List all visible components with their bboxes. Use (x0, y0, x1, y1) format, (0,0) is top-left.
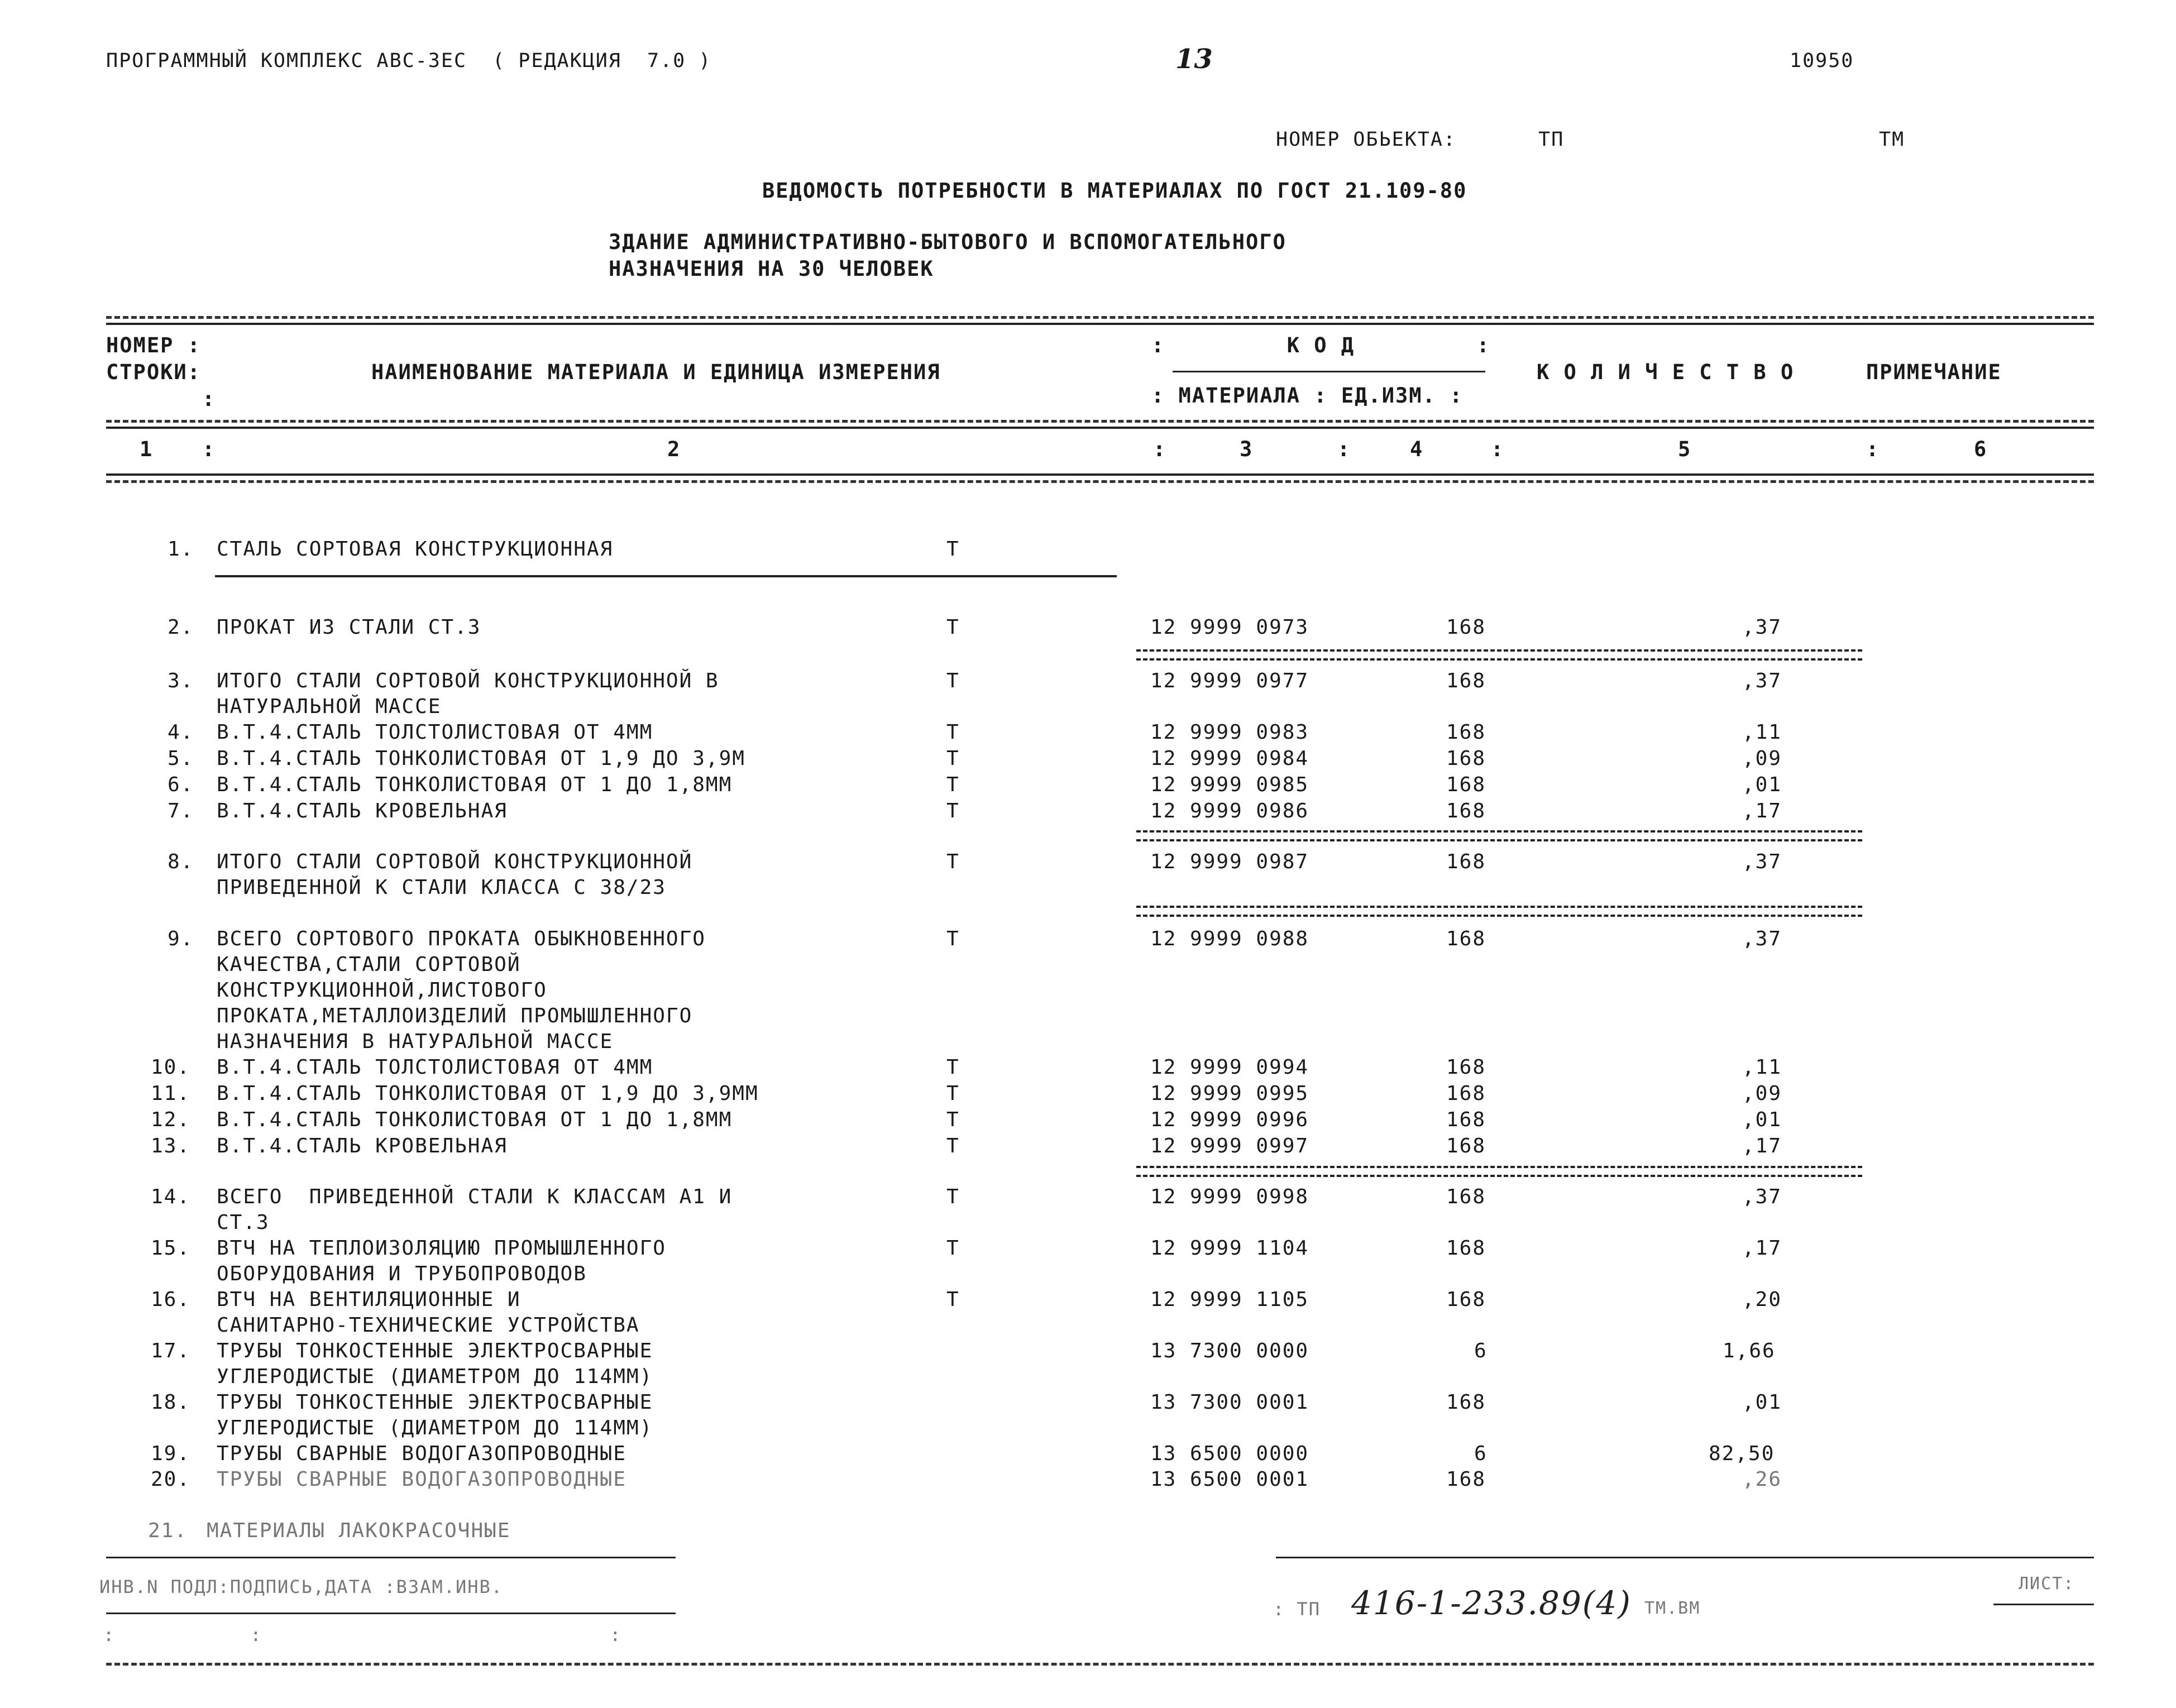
col-index-sep: : (202, 437, 216, 461)
col-index-sep6: : (1866, 437, 1880, 461)
material-name-cont: САНИТАРНО-ТЕХНИЧЕСКИЕ УСТРОЙСТВА (217, 1314, 640, 1337)
object-label: НОМЕР ОБЬЕКТА: (1276, 128, 1457, 151)
material-name: В.Т.4.СТАЛЬ ТОНКОЛИСТОВАЯ ОТ 1 ДО 1,8ММ (217, 1108, 733, 1131)
quantity: ,17 (1742, 1237, 1782, 1260)
header-bottom-rule-2 (106, 480, 2094, 483)
unit: Т (946, 669, 960, 692)
unit-code: 168 (1446, 1082, 1486, 1105)
footer-signature-fields: ИНВ.N ПОДЛ:ПОДПИСЬ,ДАТА :ВЗАМ.ИНВ. (99, 1576, 504, 1597)
material-code: 12 9999 0985 (1150, 773, 1309, 796)
material-code: 12 9999 1105 (1150, 1288, 1309, 1311)
building-name-line1: ЗДАНИЕ АДМИНИСТРАТИВНО-БЫТОВОГО И ВСПОМОГАТЕЛЬНОГО (609, 230, 1287, 254)
quantity: ,37 (1742, 927, 1782, 950)
building-name-line2: НАЗНАЧЕНИЯ НА 30 ЧЕЛОВЕК (609, 257, 934, 281)
table-top-rule (106, 316, 2094, 319)
row-number: 17. (151, 1339, 191, 1362)
unit-code: 168 (1446, 1288, 1486, 1311)
col-index-5: 5 (1678, 437, 1692, 461)
unit: Т (946, 1108, 960, 1131)
material-name-cont: ПРОКАТА,МЕТАЛЛОИЗДЕЛИЙ ПРОМЫШЛЕННОГО (217, 1004, 693, 1027)
material-name: ИТОГО СТАЛИ СОРТОВОЙ КОНСТРУКЦИОННОЙ (217, 850, 693, 873)
quantity: ,09 (1742, 1082, 1782, 1105)
unit: Т (946, 1237, 960, 1260)
material-code: 12 9999 0996 (1150, 1108, 1309, 1131)
unit: Т (946, 1185, 960, 1208)
col-number-header-3: : (202, 387, 216, 411)
double-rule (1136, 906, 1862, 917)
double-rule (1136, 649, 1862, 661)
quantity: ,37 (1742, 1185, 1782, 1208)
row-number: 12. (151, 1108, 191, 1131)
row-number: 11. (151, 1082, 191, 1105)
stamp-suffix: ТМ.ВМ (1644, 1599, 1701, 1618)
sheet-box-rule (1993, 1604, 2094, 1605)
material-name-cont: НАТУРАЛЬНОЙ МАССЕ (217, 695, 442, 718)
quantity: ,11 (1742, 721, 1782, 744)
material-name: ПРОКАТ ИЗ СТАЛИ СТ.3 (217, 616, 481, 639)
unit-code: 168 (1446, 1056, 1486, 1079)
quantity: ,17 (1742, 800, 1782, 822)
material-code: 12 9999 0983 (1150, 721, 1309, 744)
material-name-cont: УГЛЕРОДИСТЫЕ (ДИАМЕТРОМ ДО 114ММ) (217, 1417, 653, 1439)
col-quantity-header: К О Л И Ч Е С Т В О (1537, 360, 1795, 384)
material-name-cont: ПРИВЕДЕННОЙ К СТАЛИ КЛАССА С 38/23 (217, 876, 666, 899)
unit-code: 6 (1474, 1442, 1488, 1465)
unit-code: 168 (1446, 1237, 1486, 1260)
material-name-cont: УГЛЕРОДИСТЫЕ (ДИАМЕТРОМ ДО 114ММ) (217, 1365, 653, 1388)
unit-code: 168 (1446, 927, 1486, 950)
object-tm: ТМ (1879, 128, 1905, 151)
code-header-divider (1173, 371, 1485, 372)
quantity: ,11 (1742, 1056, 1782, 1079)
unit-code: 168 (1446, 721, 1486, 744)
col-number-header-2: СТРОКИ: (106, 360, 201, 384)
row-number: 6. (168, 773, 194, 796)
unit-code: 168 (1446, 616, 1486, 639)
material-name: В.Т.4.СТАЛЬ ТОНКОЛИСТОВАЯ ОТ 1,9 ДО 3,9М (217, 747, 745, 770)
material-name: ИТОГО СТАЛИ СОРТОВОЙ КОНСТРУКЦИОННОЙ В (217, 669, 719, 692)
stamp-prefix: : ТП (1273, 1599, 1321, 1620)
material-code: 12 9999 0988 (1150, 927, 1309, 950)
unit-code: 168 (1446, 1468, 1486, 1491)
unit: Т (946, 850, 960, 873)
unit: Т (946, 1135, 960, 1157)
material-code: 13 6500 0000 (1150, 1442, 1309, 1465)
material-code: 12 9999 0977 (1150, 669, 1309, 692)
col-index-sep5: : (1491, 437, 1505, 461)
unit: Т (946, 616, 960, 639)
sheet-label: ЛИСТ: (2019, 1574, 2075, 1594)
col-code-subheader: : МАТЕРИАЛА : ЕД.ИЗМ. : (1151, 384, 1464, 408)
material-name: В.Т.4.СТАЛЬ КРОВЕЛЬНАЯ (217, 1135, 508, 1157)
material-name-cont: СТ.3 (217, 1211, 270, 1234)
material-name: ТРУБЫ ТОНКОСТЕННЫЕ ЭЛЕКТРОСВАРНЫЕ (217, 1339, 653, 1362)
material-name: ТРУБЫ СВАРНЫЕ ВОДОГАЗОПРОВОДНЫЕ (217, 1442, 627, 1465)
unit: Т (946, 538, 960, 561)
header-separator (106, 420, 2094, 423)
footer-rule-right (1276, 1557, 2094, 1558)
material-name-cont: ОБОРУДОВАНИЯ И ТРУБОПРОВОДОВ (217, 1262, 587, 1285)
unit-code: 168 (1446, 800, 1486, 822)
col-index-sep3: : (1153, 437, 1167, 461)
unit-code: 168 (1446, 747, 1486, 770)
row-number: 14. (151, 1185, 191, 1208)
material-name: В.Т.4.СТАЛЬ КРОВЕЛЬНАЯ (217, 800, 508, 822)
unit: Т (946, 1056, 960, 1079)
material-name: СТАЛЬ СОРТОВАЯ КОНСТРУКЦИОННАЯ (217, 538, 614, 561)
table-top-rule-2 (106, 323, 2094, 325)
col-number-header-1: НОМЕР : (106, 333, 201, 357)
quantity: ,37 (1742, 616, 1782, 639)
material-name: В.Т.4.СТАЛЬ ТОНКОЛИСТОВАЯ ОТ 1,9 ДО 3,9ММ (217, 1082, 759, 1105)
material-name-cont: КАЧЕСТВА,СТАЛИ СОРТОВОЙ (217, 953, 521, 976)
material-code: 12 9999 0995 (1150, 1082, 1309, 1105)
row-number: 2. (168, 616, 194, 639)
material-code: 12 9999 0984 (1150, 747, 1309, 770)
material-code: 13 7300 0000 (1150, 1339, 1309, 1362)
col-note-header: ПРИМЕЧАНИЕ (1866, 360, 2002, 384)
unit: Т (946, 773, 960, 796)
unit-code: 168 (1446, 1391, 1486, 1414)
unit: Т (946, 721, 960, 744)
material-code: 12 9999 0987 (1150, 850, 1309, 873)
quantity: 82,50 (1709, 1442, 1775, 1465)
col-index-4: 4 (1410, 437, 1424, 461)
object-tp: ТП (1538, 128, 1565, 151)
double-rule (1136, 830, 1862, 841)
unit-code: 6 (1474, 1339, 1488, 1362)
row-number: 8. (168, 850, 194, 873)
footer-rule-left (106, 1557, 676, 1558)
unit-code: 168 (1446, 773, 1486, 796)
handwritten-project-code: 416-1-233.89(4) (1351, 1584, 1632, 1622)
unit-code: 168 (1446, 669, 1486, 692)
row-number: 20. (151, 1468, 191, 1491)
program-title: ПРОГРАММНЫЙ КОМПЛЕКС АВС-ЗЕС ( РЕДАКЦИЯ 7.0 ) (106, 50, 712, 72)
section-underline (215, 575, 1117, 577)
unit: Т (946, 927, 960, 950)
col-index-1: 1 (140, 437, 154, 461)
quantity: ,01 (1742, 1108, 1782, 1131)
document-title: ВЕДОМОСТЬ ПОТРЕБНОСТИ В МАТЕРИАЛАХ ПО ГОСТ 21.109-80 (762, 179, 1467, 203)
material-code: 12 9999 0998 (1150, 1185, 1309, 1208)
quantity: ,17 (1742, 1135, 1782, 1157)
col-code-header: : К О Д : (1151, 333, 1490, 357)
row-number: 16. (151, 1288, 191, 1311)
quantity: ,01 (1742, 1391, 1782, 1414)
quantity: ,20 (1742, 1288, 1782, 1311)
header-bottom-rule (106, 473, 2094, 476)
row-number: 21. (148, 1519, 188, 1542)
material-name-cont: НАЗНАЧЕНИЯ В НАТУРАЛЬНОЙ МАССЕ (217, 1030, 614, 1053)
row-number: 19. (151, 1442, 191, 1465)
double-rule (1136, 1166, 1862, 1177)
material-name: В.Т.4.СТАЛЬ ТОЛСТОЛИСТОВАЯ ОТ 4ММ (217, 1056, 653, 1079)
page-number: 13 (1175, 44, 1213, 75)
material-code: 13 6500 0001 (1150, 1468, 1309, 1491)
row-number: 18. (151, 1391, 191, 1414)
material-code: 12 9999 0997 (1150, 1135, 1309, 1157)
row-number: 4. (168, 721, 194, 744)
col-index-6: 6 (1974, 437, 1988, 461)
material-code: 13 7300 0001 (1150, 1391, 1309, 1414)
row-number: 1. (168, 538, 194, 561)
col-index-2: 2 (667, 437, 681, 461)
row-number: 5. (168, 747, 194, 770)
material-name: ВСЕГО ПРИВЕДЕННОЙ СТАЛИ К КЛАССАМ А1 И (217, 1185, 733, 1208)
col-index-3: 3 (1240, 437, 1254, 461)
footer-rule-mid (106, 1613, 676, 1614)
unit: Т (946, 1082, 960, 1105)
material-code: 12 9999 0973 (1150, 616, 1309, 639)
material-name: ТРУБЫ СВАРНЫЕ ВОДОГАЗОПРОВОДНЫЕ (217, 1468, 627, 1491)
material-code: 12 9999 1104 (1150, 1237, 1309, 1260)
quantity: ,37 (1742, 850, 1782, 873)
footer-field-separators: : : : (103, 1624, 627, 1645)
material-name: В.Т.4.СТАЛЬ ТОЛСТОЛИСТОВАЯ ОТ 4ММ (217, 721, 653, 744)
quantity: ,26 (1742, 1468, 1782, 1491)
unit-code: 168 (1446, 850, 1486, 873)
col-index-sep4: : (1337, 437, 1351, 461)
row-number: 9. (168, 927, 194, 950)
header-separator-2 (106, 427, 2094, 429)
row-number: 13. (151, 1135, 191, 1157)
material-name: В.Т.4.СТАЛЬ ТОНКОЛИСТОВАЯ ОТ 1 ДО 1,8ММ (217, 773, 733, 796)
material-name: ВТЧ НА ВЕНТИЛЯЦИОННЫЕ И (217, 1288, 521, 1311)
material-code: 12 9999 0994 (1150, 1056, 1309, 1079)
row-number: 7. (168, 800, 194, 822)
material-name: ВСЕГО СОРТОВОГО ПРОКАТА ОБЫКНОВЕННОГО (217, 927, 706, 950)
footer-bottom-rule (106, 1663, 2094, 1666)
quantity: ,01 (1742, 773, 1782, 796)
unit-code: 168 (1446, 1185, 1486, 1208)
row-number: 3. (168, 669, 194, 692)
quantity: ,37 (1742, 669, 1782, 692)
unit-code: 168 (1446, 1135, 1486, 1157)
document-number: 10950 (1790, 50, 1854, 72)
unit-code: 168 (1446, 1108, 1486, 1131)
row-number: 10. (151, 1056, 191, 1079)
quantity: 1,66 (1723, 1339, 1776, 1362)
unit: Т (946, 800, 960, 822)
col-name-header: НАИМЕНОВАНИЕ МАТЕРИАЛА И ЕДИНИЦА ИЗМЕРЕНИЯ (371, 360, 941, 384)
unit: Т (946, 747, 960, 770)
material-name: ВТЧ НА ТЕПЛОИЗОЛЯЦИЮ ПРОМЫШЛЕННОГО (217, 1237, 666, 1260)
material-name-cont: КОНСТРУКЦИОННОЙ,ЛИСТОВОГО (217, 979, 547, 1002)
material-name: ТРУБЫ ТОНКОСТЕННЫЕ ЭЛЕКТРОСВАРНЫЕ (217, 1391, 653, 1414)
row-number: 15. (151, 1237, 191, 1260)
material-name: МАТЕРИАЛЫ ЛАКОКРАСОЧНЫЕ (207, 1519, 511, 1542)
material-code: 12 9999 0986 (1150, 800, 1309, 822)
unit: Т (946, 1288, 960, 1311)
quantity: ,09 (1742, 747, 1782, 770)
